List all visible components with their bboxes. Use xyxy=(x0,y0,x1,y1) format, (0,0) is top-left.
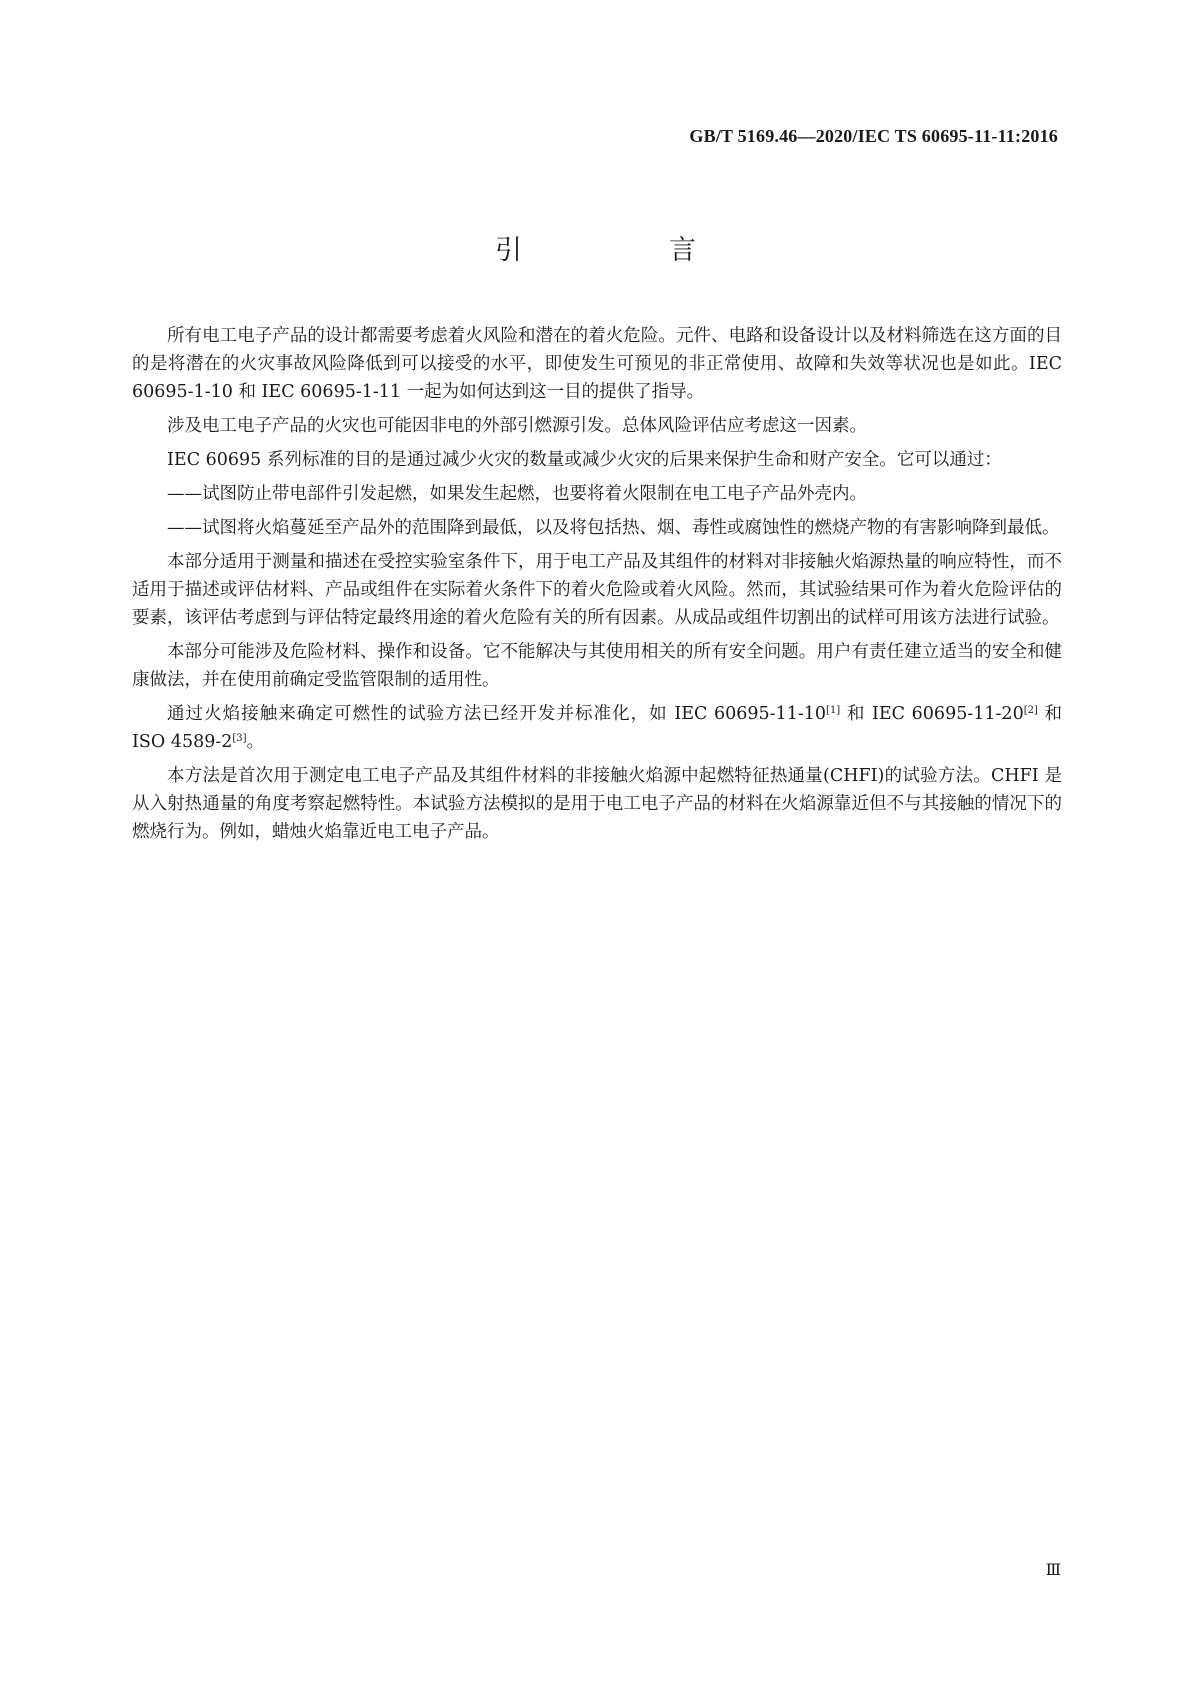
reference-1: [1] xyxy=(826,705,841,716)
list-item xyxy=(132,480,1062,508)
paragraph-test-methods xyxy=(132,700,1062,756)
list-dash: —— xyxy=(167,484,202,504)
test-methods-text-c: 和 ISO 4589-2 xyxy=(132,704,1062,752)
list-dash: —— xyxy=(167,518,202,538)
test-methods-text-a: 通过火焰接触来确定可燃性的试验方法已经开发并标准化，如 IEC 60695-11-10 xyxy=(167,704,827,724)
paragraph-scope: 本部分适用于测量和描述在受控实验室条件下，用于电工产品及其组件的材料对非接触火焰源热量的响应特性，而不适用于描述或评估材料、产品或组件在实际着火条件下的着火危险或着火风险。然而，其试验结果可作为着火危险评估的要素，该评估考虑到与评估特定最终用途的着火危险有关的所有因素。从成品或组件切割出的试样可用该方法进行试验。 xyxy=(132,552,1062,628)
list-item-text: 试图将火焰蔓延至产品外的范围降到最低，以及将包括热、烟、毒性或腐蚀性的燃烧产物的有害影响降到最低。 xyxy=(202,518,1060,538)
paragraph-fire-risk-design: 所有电工电子产品的设计都需要考虑着火风险和潜在的着火危险。元件、电路和设备设计以及材料筛选在这方面的目的是将潜在的火灾事故风险降低到可以接受的水平，即使发生可预见的非正常使用、故障和失效等状况也是如此。IEC 60695-1-10 和 IEC 60695-1-11 一起为如何达到这一目的提供了指导。 xyxy=(132,326,1062,402)
paragraph-chfi-method: 本方法是首次用于测定电工电子产品及其组件材料的非接触火焰源中起燃特征热通量(CHFI)的试验方法。CHFI 是从入射热通量的角度考察起燃特性。本试验方法模拟的是用于电工电子产品的材料在火焰源靠近但不与其接触的情况下的燃烧行为。例如，蜡烛火焰靠近电工电子产品。 xyxy=(132,766,1062,842)
list-item xyxy=(132,514,1062,542)
list-item-text: 试图防止带电部件引发起燃，如果发生起燃，也要将着火限制在电工电子产品外壳内。 xyxy=(202,484,867,504)
document-body xyxy=(132,322,1062,852)
test-methods-text-d: 。 xyxy=(246,732,265,752)
page-number: Ⅲ xyxy=(1045,1562,1061,1579)
paragraph-external-ignition: 涉及电工电子产品的火灾也可能因非电的外部引燃源引发。总体风险评估应考虑这一因素。 xyxy=(167,416,867,436)
reference-2: [2] xyxy=(1023,705,1038,716)
standard-code-header: GB/T 5169.46—2020/IEC TS 60695-11-11:2016 xyxy=(689,126,1058,146)
paragraph-series-purpose: IEC 60695 系列标准的目的是通过减少火灾的数量或减少火灾的后果来保护生命和财产安全。它可以通过： xyxy=(167,450,1002,470)
paragraph-safety: 本部分可能涉及危险材料、操作和设备。它不能解决与其使用相关的所有安全问题。用户有责任建立适当的安全和健康做法，并在使用前确定受监管限制的适用性。 xyxy=(132,642,1062,690)
page-title: 引 言 xyxy=(495,235,756,266)
reference-3: [3] xyxy=(232,733,247,744)
test-methods-text-b: 和 IEC 60695-11-20 xyxy=(840,704,1024,724)
